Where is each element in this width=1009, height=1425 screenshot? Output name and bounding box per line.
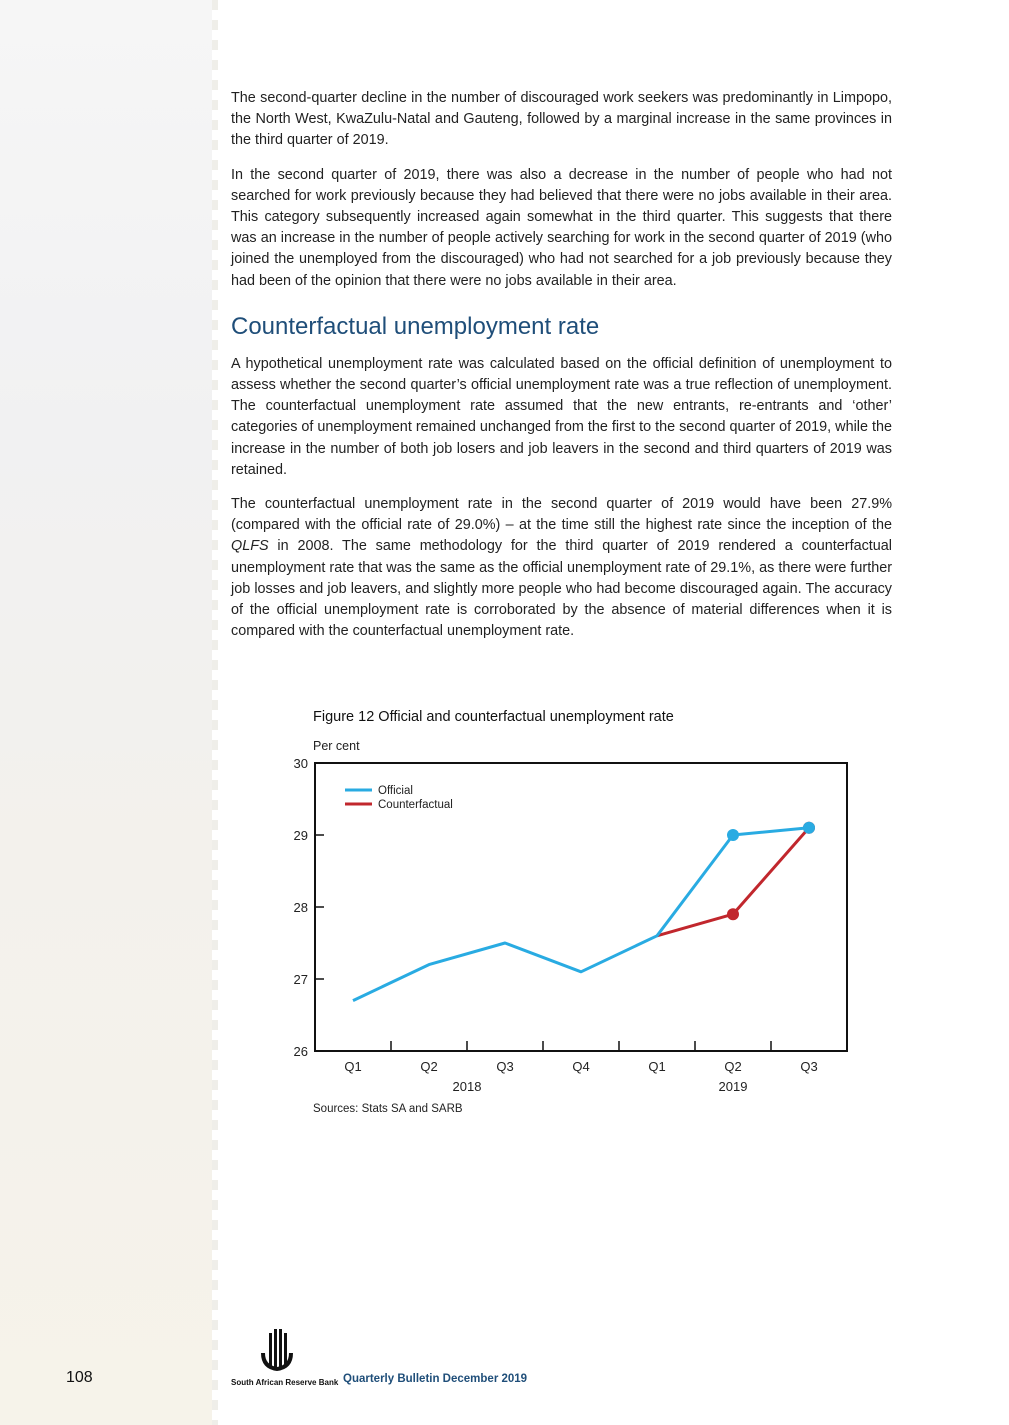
paragraph-1: The second-quarter decline in the number of discouraged work seekers was predominantly in Limpopo, the North West, KwaZulu-Natal and Gauteng, followed by a marginal increase in the same provinces in the third quarter of 2019. xyxy=(231,90,892,149)
line-chart xyxy=(282,751,862,1101)
x-tick-label: Q4 xyxy=(572,1059,590,1074)
series-line-official xyxy=(353,828,809,1001)
figure-12 xyxy=(282,706,862,1126)
decorative-sidebar xyxy=(0,0,213,1425)
y-tick-label: 26 xyxy=(293,1044,308,1059)
paragraph-2: In the second quarter of 2019, there was also a decrease in the number of people who had not searched for work previously because they had believed that there were no jobs available in their area. This category subsequently increased again somewhat in the third quarter. This suggests that there was an increase in the number of people actively searching for work in the second quarter of 2019 (who joined the unemployed from the discouraged) who had not searched for a job previously because they had been of the opinion that there were no jobs available in their area. xyxy=(231,166,892,289)
page-number: 108 xyxy=(66,1369,93,1386)
paragraph-3: A hypothetical unemployment rate was calculated based on the official definition of unemployment to assess whether the second quarter’s official unemployment rate was a true reflection of unemployment. The counterfactual unemployment rate assumed that the new entrants, re-entrants and ‘other’ categories of unemployment remained unchanged from the first to the second quarter of 2019, while the increase in the number of both job losers and job leavers in the second and third quarters of 2019 was retained. xyxy=(231,355,892,478)
data-point-official xyxy=(803,822,815,834)
figure-source: Sources: Stats SA and SARB xyxy=(313,1103,463,1115)
y-tick-label: 29 xyxy=(293,828,308,843)
x-tick-label: Q2 xyxy=(420,1059,438,1074)
y-tick-label: 28 xyxy=(293,900,308,915)
y-axis-units: Per cent xyxy=(313,739,360,753)
y-tick-label: 30 xyxy=(293,756,308,771)
figure-title: Figure 12 Official and counterfactual unemployment rate xyxy=(313,709,674,725)
y-tick-label: 27 xyxy=(293,972,308,987)
x-tick-label: Q1 xyxy=(344,1059,362,1074)
section-heading: Counterfactual unemployment rate xyxy=(231,312,600,340)
logo-text: South African Reserve Bank xyxy=(231,1378,339,1387)
x-year-label: 2018 xyxy=(452,1079,482,1094)
publication-title: Quarterly Bulletin December 2019 xyxy=(343,1373,528,1385)
x-tick-label: Q1 xyxy=(648,1059,666,1074)
paragraph-4 xyxy=(231,494,892,642)
x-tick-label: Q2 xyxy=(724,1059,742,1074)
paragraph-4-part-2: in 2008. The same methodology for the third quarter of 2019 rendered a counterfactual unemployment rate that was the same as the official unemployment rate of 29.1%, as there were further job losses and job leavers, and slightly more people who had become discouraged again. The accuracy of the official unemployment rate is corroborated by the absence of material differences when it is compared with the counterfactual unemployment rate. xyxy=(231,538,892,640)
x-tick-label: Q3 xyxy=(800,1059,818,1074)
data-point-official xyxy=(727,829,739,841)
data-point-counterfactual xyxy=(727,908,739,920)
legend-label-counterfactual: Counterfactual xyxy=(378,799,453,811)
x-tick-label: Q3 xyxy=(496,1059,514,1074)
x-year-label: 2019 xyxy=(718,1079,748,1094)
qlfs-italic: QLFS xyxy=(231,538,269,555)
legend-label-official: Official xyxy=(378,785,413,797)
main-content xyxy=(231,88,892,655)
paragraph-4-part-1: The counterfactual unemployment rate in the second quarter of 2019 would have been 27.9% (compared with the official rate of 29.0%) – at the time still the highest rate since the inception of the xyxy=(231,496,892,534)
